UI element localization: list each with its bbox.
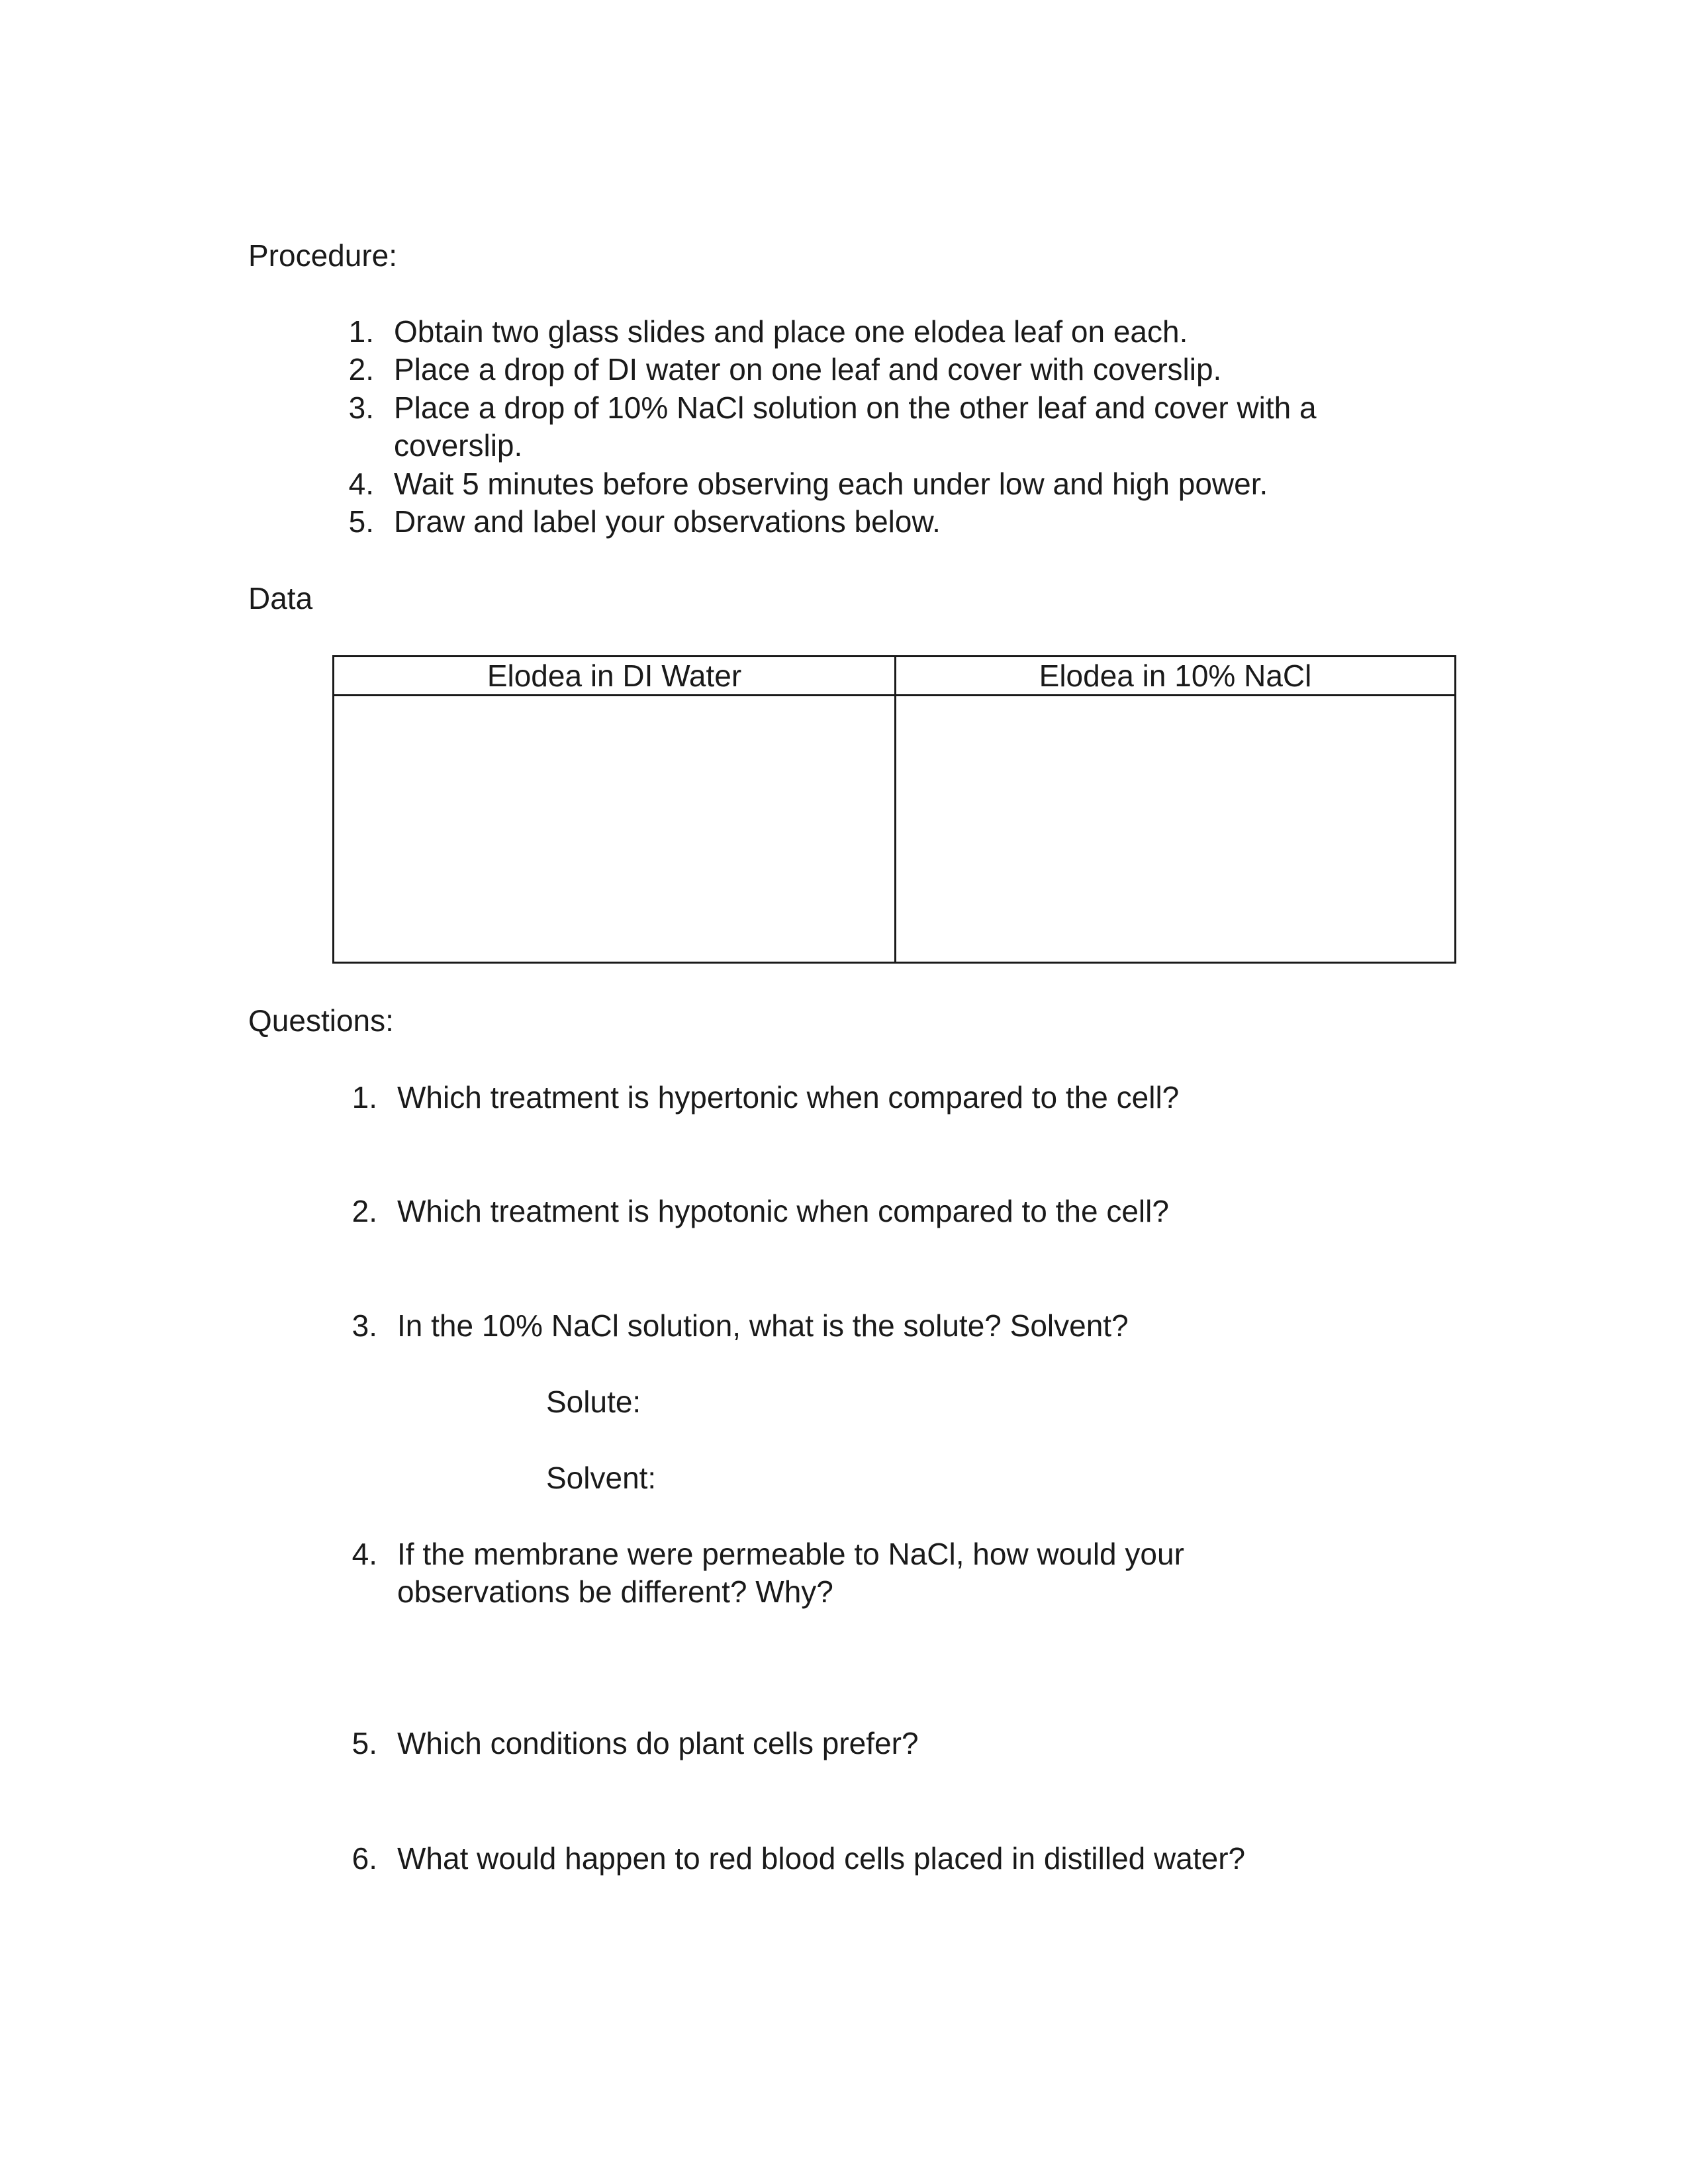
question-number: 5. — [352, 1726, 377, 1760]
procedure-step-number: 4. — [348, 467, 374, 501]
procedure-step-text: Place a drop of DI water on one leaf and cover with coverslip. — [394, 352, 1222, 387]
question-number: 1. — [352, 1080, 377, 1115]
column-header-nacl: Elodea in 10% NaCl — [1039, 659, 1312, 693]
question-number: 4. — [352, 1537, 377, 1571]
procedure-step-text: Obtain two glass slides and place one elodea leaf on each. — [394, 314, 1188, 349]
question-text: Which treatment is hypertonic when compared to the cell? — [397, 1080, 1180, 1115]
procedure-step-number: 1. — [348, 314, 374, 349]
solvent-label: Solvent: — [546, 1461, 657, 1495]
observation-table — [332, 655, 1456, 964]
question-number: 3. — [352, 1308, 377, 1343]
question-text: Which treatment is hypotonic when compared to the cell? — [397, 1194, 1169, 1228]
drawing-area-nacl[interactable] — [896, 696, 1454, 962]
question-number: 2. — [352, 1194, 377, 1228]
procedure-step-text: Place a drop of 10% NaCl solution on the other leaf and cover with a — [394, 390, 1317, 425]
question-text: Which conditions do plant cells prefer? — [397, 1726, 919, 1760]
question-text: In the 10% NaCl solution, what is the solute? Solvent? — [397, 1308, 1129, 1343]
question-number: 6. — [352, 1841, 377, 1876]
solute-label: Solute: — [546, 1385, 641, 1419]
procedure-step-number: 3. — [348, 390, 374, 425]
procedure-step-text-continued: coverslip. — [394, 428, 523, 463]
procedure-step-text: Wait 5 minutes before observing each under low and high power. — [394, 467, 1268, 501]
column-header-di-water: Elodea in DI Water — [487, 659, 742, 693]
procedure-step-number: 5. — [348, 504, 374, 539]
question-text: If the membrane were permeable to NaCl, how would your — [397, 1537, 1184, 1571]
question-text-continued: observations be different? Why? — [397, 1574, 833, 1609]
procedure-heading: Procedure: — [248, 238, 398, 273]
drawing-area-di-water[interactable] — [334, 696, 894, 962]
questions-heading: Questions: — [248, 1003, 394, 1038]
procedure-step-text: Draw and label your observations below. — [394, 504, 941, 539]
procedure-step-number: 2. — [348, 352, 374, 387]
data-heading: Data — [248, 581, 313, 615]
question-text: What would happen to red blood cells placed in distilled water? — [397, 1841, 1246, 1876]
